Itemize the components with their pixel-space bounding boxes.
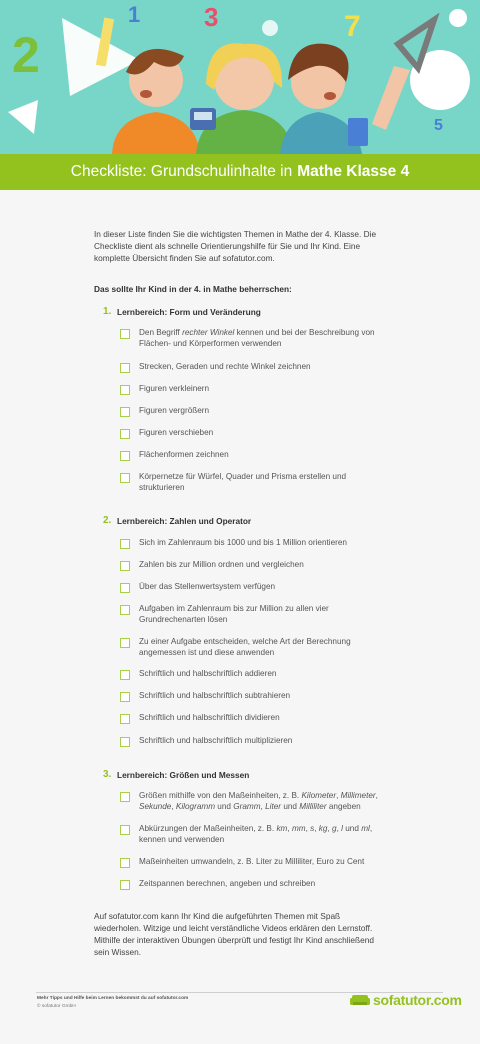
footer-tagline: Mehr Tipps und Hilfe beim Lernen bekommst du auf sofatutor.com bbox=[37, 996, 189, 1001]
children-illustration bbox=[0, 0, 480, 154]
checkbox[interactable] bbox=[120, 407, 130, 417]
checklist-item[interactable] bbox=[120, 471, 390, 493]
section-2-label: Lernbereich: Zahlen und Operator bbox=[117, 515, 252, 526]
checkbox[interactable] bbox=[120, 692, 130, 702]
item-text: Figuren verschieben bbox=[139, 428, 214, 437]
checklist-item[interactable] bbox=[120, 690, 390, 702]
item-text: Über das Stellenwertsystem verfügen bbox=[139, 582, 276, 591]
hero-number-7: 7 bbox=[344, 10, 361, 43]
checklist-item[interactable] bbox=[120, 636, 390, 658]
item-text: Zeitspannen berechnen, angeben und schreiben bbox=[139, 879, 316, 888]
checklist-content bbox=[0, 190, 480, 1044]
item-text: Schriftlich und halbschriftlich subtrahieren bbox=[139, 691, 291, 700]
checkbox[interactable] bbox=[120, 561, 130, 571]
item-text: Abkürzungen der Maßeinheiten, z. B. km, mm, s, kg, g, l und ml, kennen und verwenden bbox=[139, 824, 373, 844]
item-text: Strecken, Geraden und rechte Winkel zeichnen bbox=[139, 362, 311, 371]
checkbox[interactable] bbox=[120, 429, 130, 439]
checklist-item[interactable] bbox=[120, 361, 390, 373]
checklist-item[interactable] bbox=[120, 427, 390, 439]
checklist-item[interactable] bbox=[120, 668, 390, 680]
item-text: Flächenformen zeichnen bbox=[139, 450, 229, 459]
item-text: Figuren vergrößern bbox=[139, 406, 210, 415]
checkbox[interactable] bbox=[120, 880, 130, 890]
hero-number-1: 1 bbox=[128, 2, 141, 27]
checkbox[interactable] bbox=[120, 385, 130, 395]
subheading: Das sollte Ihr Kind in der 4. in Mathe beherrschen: bbox=[94, 284, 292, 294]
checklist-item[interactable] bbox=[120, 449, 390, 461]
checklist-item[interactable] bbox=[120, 327, 390, 349]
checkbox[interactable] bbox=[120, 329, 130, 339]
checkbox[interactable] bbox=[120, 539, 130, 549]
item-text: Zahlen bis zur Million ordnen und vergleichen bbox=[139, 560, 304, 569]
logo-text: sofatutor.com bbox=[373, 992, 462, 1008]
checklist-item[interactable] bbox=[120, 581, 390, 593]
item-text: Körpernetze für Würfel, Quader und Prisma erstellen und strukturieren bbox=[139, 472, 347, 492]
item-text: Maßeinheiten umwandeln, z. B. Liter zu Milliliter, Euro zu Cent bbox=[139, 857, 365, 866]
section-3-title bbox=[103, 769, 249, 780]
checkbox[interactable] bbox=[120, 451, 130, 461]
section-1-label: Lernbereich: Form und Veränderung bbox=[117, 306, 261, 317]
item-text: Zu einer Aufgabe entscheiden, welche Art der Berechnung angemessen ist und diese anwenden bbox=[139, 637, 351, 657]
checkbox[interactable] bbox=[120, 473, 130, 483]
checkbox[interactable] bbox=[120, 583, 130, 593]
checklist-item[interactable] bbox=[120, 383, 390, 395]
checklist-item[interactable] bbox=[120, 603, 390, 625]
checkbox[interactable] bbox=[120, 363, 130, 373]
checkbox[interactable] bbox=[120, 714, 130, 724]
item-text: Sich im Zahlenraum bis 1000 und bis 1 Million orientieren bbox=[139, 538, 347, 547]
sofatutor-logo[interactable] bbox=[350, 992, 462, 1008]
checkbox[interactable] bbox=[120, 605, 130, 615]
item-text: Schriftlich und halbschriftlich dividieren bbox=[139, 713, 280, 722]
section-2-number: 2. bbox=[103, 515, 112, 526]
section-1-number: 1. bbox=[103, 306, 112, 317]
intro-text: In dieser Liste finden Sie die wichtigsten Themen in Mathe der 4. Klasse. Die Checkliste dient als schnelle Orientierungshilfe für Sie und Ihr Kind. Eine komplette Übersicht finden Sie auf sofatutor.com. bbox=[94, 229, 377, 263]
hero-number-2: 2 bbox=[12, 27, 40, 83]
footer-copyright: © sofatutor GmbH bbox=[37, 1004, 76, 1009]
title-light: Checkliste: Grundschulinhalte in bbox=[70, 163, 293, 180]
item-text: Aufgaben im Zahlenraum bis zur Million zu allen vier Grundrechenarten lösen bbox=[139, 604, 329, 624]
checklist-item[interactable] bbox=[120, 537, 390, 549]
checkbox[interactable] bbox=[120, 737, 130, 747]
checklist-item[interactable] bbox=[120, 856, 390, 868]
checkbox[interactable] bbox=[120, 825, 130, 835]
item-text: Schriftlich und halbschriftlich addieren bbox=[139, 669, 277, 678]
sofa-icon bbox=[350, 993, 370, 1007]
item-text: Schriftlich und halbschriftlich multiplizieren bbox=[139, 736, 293, 745]
checklist-item[interactable] bbox=[120, 823, 390, 845]
checklist-item[interactable] bbox=[120, 790, 390, 812]
item-text: Den Begriff rechter Winkel kennen und bei der Beschreibung von Flächen- und Körperformen verwenden bbox=[139, 328, 375, 348]
item-text: Figuren verkleinern bbox=[139, 384, 210, 393]
section-1-title bbox=[103, 306, 261, 317]
section-3-number: 3. bbox=[103, 769, 112, 780]
hero-number-5: 5 bbox=[434, 117, 443, 134]
checklist-item[interactable] bbox=[120, 405, 390, 417]
section-2-title bbox=[103, 515, 251, 526]
item-text: Größen mithilfe von den Maßeinheiten, z. B. Kilometer, Millimeter, Sekunde, Kilogramm und Gramm, Liter und Milliliter angeben bbox=[139, 791, 378, 811]
checkbox[interactable] bbox=[120, 670, 130, 680]
checklist-item[interactable] bbox=[120, 878, 390, 890]
hero-illustration bbox=[0, 0, 480, 154]
title-bold: Mathe Klasse 4 bbox=[297, 163, 410, 180]
outro-text: Auf sofatutor.com kann Ihr Kind die aufgeführten Themen mit Spaß wiederholen. Witzige und leicht verständliche Videos erklären den Lernstoff. Mithilfe der interaktiven Übungen überprüft und festigt Ihr Kind anschließend sein Wissen. bbox=[94, 911, 374, 957]
checkbox[interactable] bbox=[120, 858, 130, 868]
title-banner bbox=[0, 154, 480, 190]
checkbox[interactable] bbox=[120, 792, 130, 802]
section-3-label: Lernbereich: Größen und Messen bbox=[117, 769, 250, 780]
checklist-item[interactable] bbox=[120, 559, 390, 571]
checklist-item[interactable] bbox=[120, 712, 390, 724]
checkbox[interactable] bbox=[120, 638, 130, 648]
hero-number-3: 3 bbox=[204, 2, 219, 32]
checklist-item[interactable] bbox=[120, 735, 390, 747]
